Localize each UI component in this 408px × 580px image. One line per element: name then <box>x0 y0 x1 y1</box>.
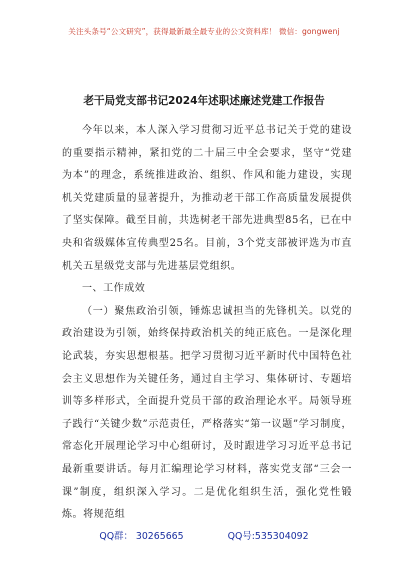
footer-qq-group: QQ群： 30265665 <box>99 531 184 542</box>
footer-contact <box>0 528 408 542</box>
section-heading: 一、工作成效 <box>82 283 146 295</box>
footer-qq-number: QQ号:535304092 <box>227 531 309 542</box>
section-paragraph: （一）聚焦政治引领，锤炼忠诚担当的先锋机关。以党的政治建设为引领，始终保持政治机关的纯正底色。一是深化理论武装，夯实思想根基。把学习贯彻习近平新时代中国特色社会主义思想作为关键任务，通过自主学习、集体研讨、专题培训等多样形式，全面提升党员干部的政治理论水平。局领导班子践行“关键少数”示范责任，严格落实“第一议题”学习制度，常态化开展理论学习中心组研讨，及时跟进学习习近平总书记最新重要讲话。每月汇编理论学习材料，落实党支部“三会一课”制度，组织深入学习。二是优化组织生活，强化党性锻炼。将规范组 <box>62 305 352 521</box>
header-banner: 关注头条号“公文研究”，获得最新最全最专业的公文资料库！ 微信：gongwenj <box>68 27 340 36</box>
page-title: 老干局党支部书记2024年述职述廉述党建工作报告 <box>83 95 325 107</box>
document-body <box>62 120 352 527</box>
intro-paragraph: 今年以来，本人深入学习贯彻习近平总书记关于党的建设的重要指示精神，紧扣党的二十届三中全会要求，坚守“党建为本”的理念，系统推进政治、组织、作风和能力建设，实现机关党建质量的显著提升，为推动老干部工作高质量发展提供了坚实保障。截至目前，共选树老干部先进典型85名，已在中央和省级媒体宣传典型25名。目前，3个党支部被评选为市直机关五星级党支部与先进基层党组织。 <box>62 125 352 272</box>
